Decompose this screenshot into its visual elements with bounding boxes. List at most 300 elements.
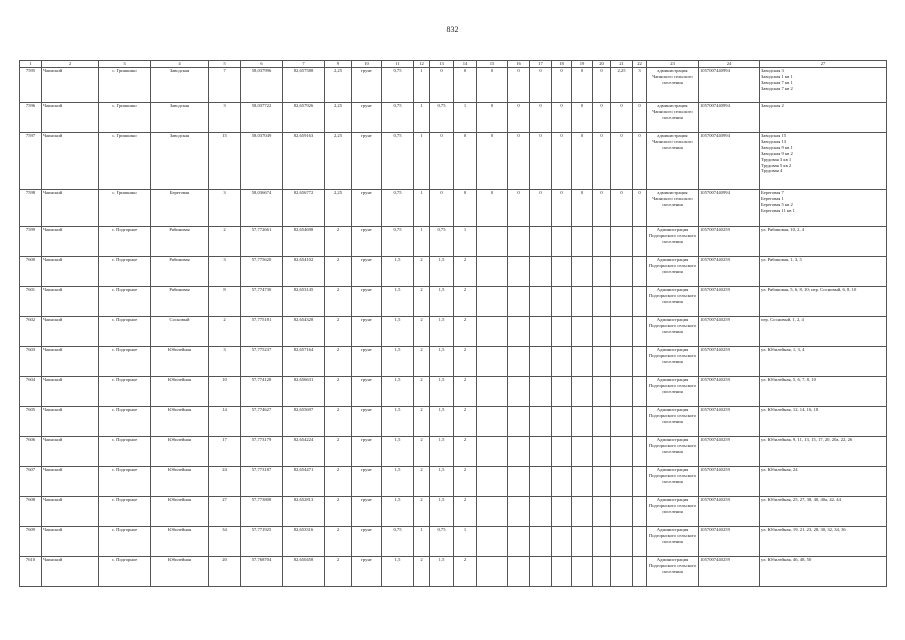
table-cell: 7608: [20, 497, 42, 527]
table-cell: Чаинский: [42, 557, 99, 587]
table-cell: 0,75: [430, 527, 454, 557]
table-cell: 1,5: [430, 257, 454, 287]
table-cell: Юбилейная: [151, 407, 209, 437]
table-cell: 82,654328: [283, 317, 325, 347]
table-cell: 2: [325, 287, 352, 317]
table-cell: 2: [454, 497, 477, 527]
table-cell: 1: [414, 68, 430, 103]
table-cell: 7595: [20, 68, 42, 103]
table-cell: [530, 377, 552, 407]
table-row: [20, 287, 887, 317]
table-cell: Рябиновая: [151, 287, 209, 317]
table-cell: 58,037049: [241, 133, 283, 190]
table-cell: [552, 347, 572, 377]
table-cell: [477, 557, 508, 587]
table-row: [20, 227, 887, 257]
table-cell: [593, 407, 611, 437]
table-cell: Администрация Подгорнского сельского поселения: [647, 497, 699, 527]
table-cell: 1: [414, 227, 430, 257]
table-cell: Администрация Подгорнского сельского поселения: [647, 287, 699, 317]
table-cell: [552, 227, 572, 257]
table-cell: [593, 377, 611, 407]
table-cell: [508, 527, 530, 557]
table-cell: 57,775620: [241, 257, 283, 287]
table-cell: 1: [454, 227, 477, 257]
table-cell: 3: [209, 257, 241, 287]
column-header: 13: [430, 61, 454, 68]
table-cell: 1057007440994: [699, 190, 760, 227]
table-cell: [633, 287, 647, 317]
table-cell: грунт: [352, 497, 382, 527]
column-header: 17: [530, 61, 552, 68]
table-cell: [633, 347, 647, 377]
table-cell: с. Подгорное: [99, 497, 151, 527]
table-cell: 1,5: [382, 317, 414, 347]
table-cell: [633, 437, 647, 467]
table-cell: [593, 557, 611, 587]
table-cell: 1,5: [382, 347, 414, 377]
table-cell: [611, 227, 633, 257]
table-cell: [477, 497, 508, 527]
table-cell: [477, 347, 508, 377]
table-cell: [552, 497, 572, 527]
table-cell: грунт: [352, 377, 382, 407]
table-cell: с. Подгорное: [99, 347, 151, 377]
table-cell: [508, 437, 530, 467]
table-cell: 24: [209, 467, 241, 497]
table-cell: 2,25: [611, 68, 633, 103]
table-cell: 2,25: [325, 103, 352, 133]
table-cell: ул. Юбилейная, 46, 48, 50: [760, 557, 887, 587]
table-cell: [477, 377, 508, 407]
table-cell: 0,75: [430, 103, 454, 133]
table-row: [20, 557, 887, 587]
table-cell: [572, 467, 593, 497]
table-cell: 0: [477, 190, 508, 227]
table-row: [20, 190, 887, 227]
table-row: [20, 437, 887, 467]
table-cell: администрация Чаинского сельского поселения: [647, 68, 699, 103]
column-header: 20: [593, 61, 611, 68]
table-cell: 2: [454, 287, 477, 317]
table-cell: [572, 407, 593, 437]
table-cell: 82,654102: [283, 257, 325, 287]
table-cell: Администрация Подгорнского сельского поселения: [647, 377, 699, 407]
table-cell: [552, 317, 572, 347]
table-cell: 82,657164: [283, 347, 325, 377]
table-cell: 82,657588: [283, 68, 325, 103]
table-cell: 0: [477, 103, 508, 133]
table-cell: 2: [454, 377, 477, 407]
table-cell: с. Подгорное: [99, 437, 151, 467]
table-cell: Администрация Подгорнского сельского поселения: [647, 227, 699, 257]
column-header: 23: [647, 61, 699, 68]
table-cell: [477, 467, 508, 497]
table-cell: 0: [611, 103, 633, 133]
table-cell: 57,772661: [241, 227, 283, 257]
table-cell: [552, 467, 572, 497]
table-cell: 2: [325, 377, 352, 407]
table-cell: 0,75: [382, 133, 414, 190]
table-cell: 0: [552, 103, 572, 133]
table-cell: [633, 407, 647, 437]
table-cell: 0: [552, 133, 572, 190]
table-cell: [530, 407, 552, 437]
column-header: 2: [42, 61, 99, 68]
table-cell: Чаинский: [42, 467, 99, 497]
table-cell: 0: [430, 68, 454, 103]
table-cell: [611, 467, 633, 497]
table-cell: [552, 287, 572, 317]
table-cell: [508, 347, 530, 377]
table-cell: 0: [572, 103, 593, 133]
table-cell: 7600: [20, 257, 42, 287]
table-cell: [572, 437, 593, 467]
table-cell: 1057007440259: [699, 317, 760, 347]
table-cell: 1057007440994: [699, 68, 760, 103]
table-cell: 58,037996: [241, 68, 283, 103]
table-cell: [572, 557, 593, 587]
table-cell: [508, 497, 530, 527]
table-cell: 0: [572, 190, 593, 227]
table-cell: Юбилейная: [151, 467, 209, 497]
table-cell: 57,774730: [241, 287, 283, 317]
column-header: 15: [477, 61, 508, 68]
table-cell: с. Подгорное: [99, 287, 151, 317]
table-cell: 2: [454, 437, 477, 467]
table-row: [20, 68, 887, 103]
table-cell: [611, 257, 633, 287]
column-header: 24: [699, 61, 760, 68]
table-cell: 1,5: [430, 497, 454, 527]
table-cell: [477, 407, 508, 437]
table-cell: 7610: [20, 557, 42, 587]
table-cell: 1057007440994: [699, 103, 760, 133]
table-cell: грунт: [352, 68, 382, 103]
table-cell: [552, 377, 572, 407]
table-cell: 1: [454, 527, 477, 557]
table-cell: [477, 287, 508, 317]
table-cell: 0: [477, 68, 508, 103]
column-header: 18: [552, 61, 572, 68]
table-cell: 1,5: [382, 257, 414, 287]
table-cell: 0: [552, 190, 572, 227]
table-cell: 0: [454, 190, 477, 227]
table-cell: 0: [508, 103, 530, 133]
table-cell: [477, 317, 508, 347]
table-cell: [633, 227, 647, 257]
table-cell: [552, 257, 572, 287]
table-cell: 2,25: [325, 68, 352, 103]
table-cell: с. Гришкино: [99, 68, 151, 103]
table-cell: 2,25: [325, 133, 352, 190]
table-cell: 1057007440259: [699, 257, 760, 287]
table-cell: [530, 467, 552, 497]
column-header: 4: [151, 61, 209, 68]
table-cell: 7597: [20, 133, 42, 190]
table-cell: [593, 347, 611, 377]
table-cell: 0: [633, 133, 647, 190]
table-cell: 1057007440259: [699, 437, 760, 467]
table-cell: Заводская 15 Заводская 13 Заводская 9 кв 1 Заводская 9 кв 2 Трудовая 3 кв 1 Трудовая 5 кв 2 Трудовая 4: [760, 133, 887, 190]
table-cell: [552, 527, 572, 557]
table-cell: [611, 377, 633, 407]
table-cell: Береговая: [151, 190, 209, 227]
table-cell: 0: [530, 103, 552, 133]
table-cell: Чаинский: [42, 407, 99, 437]
table-cell: 0,75: [382, 103, 414, 133]
table-cell: Чаинский: [42, 377, 99, 407]
table-cell: ул. Юбилейная, 24: [760, 467, 887, 497]
table-cell: Береговая 7 Береговая 1 Береговая 5 кв 2 Береговая 11 кв 1: [760, 190, 887, 227]
table-cell: 0: [633, 190, 647, 227]
table-cell: 57,774128: [241, 377, 283, 407]
column-header: 11: [382, 61, 414, 68]
table-cell: 1: [414, 190, 430, 227]
table-cell: 7605: [20, 407, 42, 437]
table-cell: 58,037722: [241, 103, 283, 133]
table-cell: [508, 557, 530, 587]
table-cell: 0,75: [382, 527, 414, 557]
table-cell: 2: [325, 467, 352, 497]
table-cell: [611, 437, 633, 467]
table-cell: [633, 527, 647, 557]
table-cell: Юбилейная: [151, 497, 209, 527]
table-cell: грунт: [352, 347, 382, 377]
table-cell: 82,653145: [283, 287, 325, 317]
table-cell: 2: [414, 437, 430, 467]
table-cell: Чаинский: [42, 68, 99, 103]
table-cell: 82,655697: [283, 407, 325, 437]
table-cell: 14: [209, 407, 241, 437]
column-header: 19: [572, 61, 593, 68]
table-cell: 1,5: [430, 347, 454, 377]
table-cell: [593, 287, 611, 317]
table-cell: 1,5: [382, 467, 414, 497]
table-cell: 0,75: [430, 227, 454, 257]
table-cell: 3: [209, 190, 241, 227]
table-cell: 0: [508, 133, 530, 190]
table-cell: ул. Юбилейная, 19, 21, 23, 28, 30, 32, 34, 36: [760, 527, 887, 557]
table-cell: 7603: [20, 347, 42, 377]
table-cell: [477, 527, 508, 557]
table-cell: 2: [325, 557, 352, 587]
table-cell: 1,5: [430, 317, 454, 347]
table-row: [20, 133, 887, 190]
table-cell: Чаинский: [42, 227, 99, 257]
table-row: [20, 257, 887, 287]
table-cell: [593, 257, 611, 287]
table-cell: 7599: [20, 227, 42, 257]
table-cell: 2: [414, 467, 430, 497]
table-cell: 57,773179: [241, 437, 283, 467]
table-cell: Чаинский: [42, 347, 99, 377]
table-cell: [477, 227, 508, 257]
table-cell: 0: [572, 133, 593, 190]
table-cell: ул. Юбилейная, 1, 3, 4: [760, 347, 887, 377]
table-cell: Администрация Подгорнского сельского поселения: [647, 407, 699, 437]
table-cell: грунт: [352, 133, 382, 190]
table-cell: 1,5: [430, 377, 454, 407]
table-cell: с. Гришкино: [99, 133, 151, 190]
table-cell: 1,5: [382, 287, 414, 317]
table-cell: [633, 467, 647, 497]
table-cell: Заводская 2: [760, 103, 887, 133]
table-row: [20, 407, 887, 437]
table-cell: 1,5: [382, 437, 414, 467]
table-cell: 2: [414, 377, 430, 407]
table-cell: [593, 227, 611, 257]
table-cell: 2: [414, 317, 430, 347]
table-cell: [530, 227, 552, 257]
table-cell: 7609: [20, 527, 42, 557]
table-cell: ул. Юбилейная, 25, 27, 38, 40, 40а, 42, 44: [760, 497, 887, 527]
table-cell: Администрация Подгорнского сельского поселения: [647, 557, 699, 587]
table-cell: 2: [325, 317, 352, 347]
table-cell: 2: [414, 407, 430, 437]
table-cell: 0: [430, 133, 454, 190]
table-cell: 82,654471: [283, 467, 325, 497]
column-header: 21: [611, 61, 633, 68]
table-cell: Юбилейная: [151, 557, 209, 587]
table-cell: 0: [530, 190, 552, 227]
table-cell: 82,654698: [283, 227, 325, 257]
table-cell: 8: [209, 287, 241, 317]
table-cell: [633, 377, 647, 407]
table-cell: 1057007440259: [699, 467, 760, 497]
column-header: 3: [99, 61, 151, 68]
column-header: 27: [760, 61, 887, 68]
column-header: 6: [241, 61, 283, 68]
table-cell: 57,773808: [241, 497, 283, 527]
table-cell: Администрация Подгорнского сельского поселения: [647, 527, 699, 557]
table-cell: администрация Чаинского сельского поселения: [647, 190, 699, 227]
table-cell: [508, 287, 530, 317]
register-table: [19, 60, 887, 587]
table-cell: 2: [325, 257, 352, 287]
table-cell: Администрация Подгорнского сельского поселения: [647, 437, 699, 467]
table-cell: ул. Юбилейная, 12, 14, 16, 18: [760, 407, 887, 437]
table-cell: пер. Сосновый, 1, 2, 4: [760, 317, 887, 347]
table-row: [20, 103, 887, 133]
table-cell: 1057007440259: [699, 557, 760, 587]
table-cell: [593, 317, 611, 347]
column-header: 16: [508, 61, 530, 68]
table-cell: 0: [572, 68, 593, 103]
table-cell: [530, 527, 552, 557]
table-cell: [572, 227, 593, 257]
table-cell: 34: [209, 527, 241, 557]
table-cell: 0,75: [382, 227, 414, 257]
table-cell: 1057007440259: [699, 347, 760, 377]
table-cell: грунт: [352, 227, 382, 257]
table-cell: с. Подгорное: [99, 407, 151, 437]
page-number: 832: [446, 25, 459, 34]
table-cell: [633, 317, 647, 347]
table-cell: 82,653316: [283, 527, 325, 557]
table-cell: 2: [325, 527, 352, 557]
table-cell: 0: [454, 68, 477, 103]
table-cell: ул. Рябиновая, 1, 3, 5: [760, 257, 887, 287]
table-cell: [530, 287, 552, 317]
column-header: 10: [352, 61, 382, 68]
table-cell: Чаинский: [42, 317, 99, 347]
table-cell: 1: [414, 133, 430, 190]
table-cell: 7607: [20, 467, 42, 497]
table-cell: 7602: [20, 317, 42, 347]
table-cell: 2: [414, 557, 430, 587]
table-cell: 57,768704: [241, 557, 283, 587]
table-cell: [508, 377, 530, 407]
table-cell: 0: [593, 190, 611, 227]
table-cell: 82,656772: [283, 190, 325, 227]
table-cell: 2: [454, 407, 477, 437]
table-cell: 0: [552, 68, 572, 103]
table-cell: 57,774627: [241, 407, 283, 437]
table-cell: 58,036674: [241, 190, 283, 227]
table-cell: 2: [209, 227, 241, 257]
table-cell: Чаинский: [42, 287, 99, 317]
table-cell: 7601: [20, 287, 42, 317]
table-cell: [552, 407, 572, 437]
table-cell: грунт: [352, 190, 382, 227]
table-cell: [530, 557, 552, 587]
table-cell: 0: [633, 103, 647, 133]
table-cell: 0: [611, 190, 633, 227]
table-cell: [572, 257, 593, 287]
table-cell: ул. Юбилейная, 9, 11, 13, 15, 17, 20, 20а, 22, 26: [760, 437, 887, 467]
table-cell: 1: [414, 103, 430, 133]
column-header: 14: [454, 61, 477, 68]
table-cell: [611, 317, 633, 347]
table-cell: Администрация Подгорнского сельского поселения: [647, 257, 699, 287]
table-cell: ул. Юбилейная, 5, 6, 7, 8, 10: [760, 377, 887, 407]
table-cell: Юбилейная: [151, 437, 209, 467]
table-cell: 0: [477, 133, 508, 190]
table-cell: 2: [325, 227, 352, 257]
table-cell: 0: [430, 190, 454, 227]
table-cell: 3: [209, 347, 241, 377]
table-cell: [593, 497, 611, 527]
column-header: 22: [633, 61, 647, 68]
table-cell: с. Гришкино: [99, 190, 151, 227]
table-cell: Чаинский: [42, 190, 99, 227]
table-cell: Чаинский: [42, 527, 99, 557]
table-cell: [508, 467, 530, 497]
table-cell: Администрация Подгорнского сельского поселения: [647, 317, 699, 347]
table-cell: 2: [454, 317, 477, 347]
table-cell: 7596: [20, 103, 42, 133]
table-cell: 1: [414, 527, 430, 557]
table-cell: Чаинский: [42, 133, 99, 190]
column-header: 12: [414, 61, 430, 68]
table-cell: грунт: [352, 257, 382, 287]
table-cell: [611, 527, 633, 557]
table-cell: 57,773187: [241, 467, 283, 497]
table-cell: 2: [414, 347, 430, 377]
table-cell: [508, 407, 530, 437]
table-cell: 2: [414, 287, 430, 317]
column-header: 5: [209, 61, 241, 68]
table-cell: 1057007440259: [699, 407, 760, 437]
table-cell: [530, 497, 552, 527]
table-cell: 2: [414, 257, 430, 287]
table-row: [20, 527, 887, 557]
table-cell: 7598: [20, 190, 42, 227]
table-cell: 7604: [20, 377, 42, 407]
table-cell: 0: [454, 133, 477, 190]
table-cell: 3: [633, 68, 647, 103]
